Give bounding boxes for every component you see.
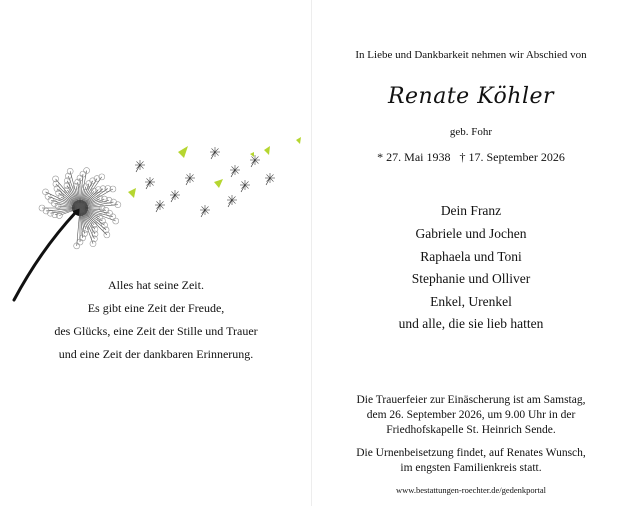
intro-text: In Liebe und Dankbarkeit nehmen wir Abschied von bbox=[355, 49, 587, 61]
right-card-panel bbox=[312, 0, 630, 506]
dandelion-illustration bbox=[0, 0, 312, 310]
family-line-6: und alle, die sie lieb hatten bbox=[398, 316, 544, 331]
family-line-2: Gabriele und Jochen bbox=[415, 226, 527, 241]
left-card-panel bbox=[0, 0, 312, 506]
family-line-4: Stephanie und Olliver bbox=[411, 271, 531, 286]
poem-line-2: Es gibt eine Zeit der Freude, bbox=[87, 301, 225, 315]
family-line-1: Dein Franz bbox=[440, 203, 502, 218]
deceased-name: Renate Köhler bbox=[387, 84, 555, 109]
funeral-line-1: Die Trauerfeier zur Einäscherung ist am Samstag, bbox=[356, 394, 586, 406]
funeral-line-3: Friedhofskapelle St. Heinrich Sende. bbox=[386, 424, 556, 436]
memorial-url[interactable]: www.bestattungen-roechter.de/gedenkportal bbox=[395, 485, 547, 495]
funeral-line-2: dem 26. September 2026, um 9.00 Uhr in der bbox=[366, 409, 576, 421]
poem-line-1: Alles hat seine Zeit. bbox=[108, 278, 204, 292]
family-line-3: Raphaela und Toni bbox=[420, 249, 522, 264]
poem-line-4: und eine Zeit der dankbaren Erinnerung. bbox=[58, 347, 254, 361]
burial-line-1: Die Urnenbeisetzung findet, auf Renates Wunsch, bbox=[356, 447, 586, 459]
life-dates: * 27. Mai 1938 † 17. September 2026 bbox=[377, 150, 565, 164]
maiden-name: geb. Fohr bbox=[449, 126, 493, 138]
burial-line-2: im engsten Familienkreis statt. bbox=[400, 462, 542, 474]
poem-line-3: des Glücks, eine Zeit der Stille und Trauer bbox=[54, 324, 258, 338]
family-line-5: Enkel, Urenkel bbox=[430, 294, 512, 309]
